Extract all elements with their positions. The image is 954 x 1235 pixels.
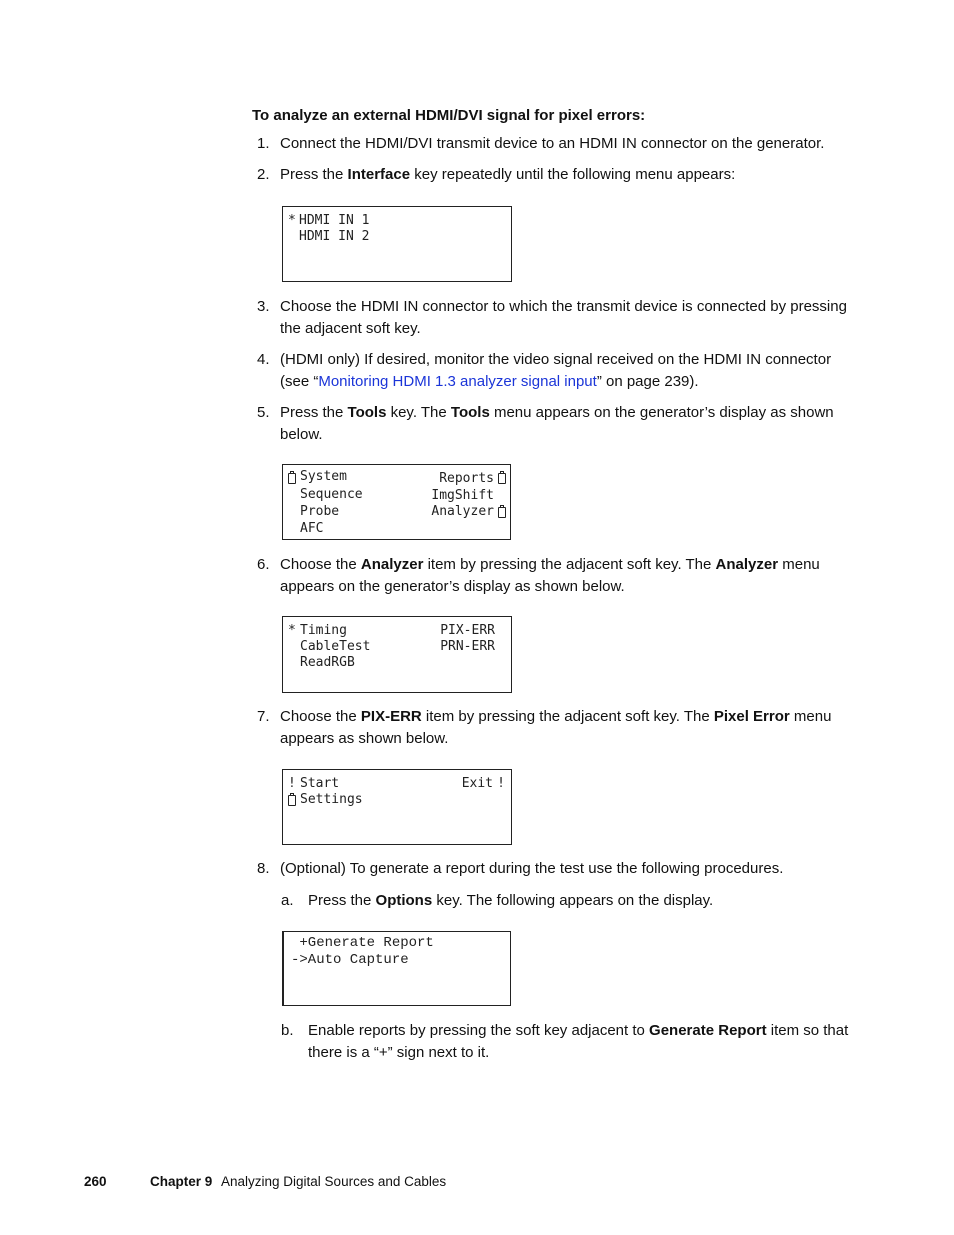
menu-item-generate-report: +Generate Report — [291, 935, 434, 951]
menu-item-prn-err: PRN-ERR — [440, 639, 495, 654]
submenu-icon — [498, 473, 506, 484]
substep-letter: b. — [281, 1022, 294, 1039]
menu-item-hdmi-in-1: HDMI IN 1 — [299, 213, 370, 228]
menu-item-imgshift: ImgShift — [431, 488, 494, 503]
step-text: Choose the PIX-ERR item by pressing the adjacent soft key. The Pixel Error menu appears as shown below. — [280, 708, 832, 747]
menu-item-start: Start — [300, 776, 340, 791]
action-marker: ! — [497, 776, 505, 791]
submenu-icon — [288, 473, 296, 484]
step-number: 8. — [257, 860, 270, 877]
menu-item-system: System — [300, 469, 347, 484]
menu-item-analyzer: Analyzer — [431, 504, 494, 519]
step-number: 7. — [257, 708, 270, 725]
selection-marker: * — [288, 623, 296, 638]
action-marker: ! — [288, 776, 296, 791]
menu-item-exit: Exit — [461, 776, 493, 791]
menu-item-pix-err: PIX-ERR — [440, 623, 495, 638]
menu-item-reports: Reports — [439, 471, 494, 486]
step-number: 4. — [257, 351, 270, 368]
step-number: 6. — [257, 556, 270, 573]
step-number: 5. — [257, 404, 270, 421]
procedure-heading: To analyze an external HDMI/DVI signal for pixel errors: — [252, 107, 646, 124]
page-number: 260 — [84, 1174, 107, 1189]
cross-reference-link[interactable]: Monitoring HDMI 1.3 analyzer signal input — [318, 373, 597, 390]
chapter-title: Analyzing Digital Sources and Cables — [221, 1174, 447, 1189]
menu-item-hdmi-in-2: HDMI IN 2 — [299, 229, 370, 244]
step-text: Press the Tools key. The Tools menu appears on the generator’s display as shown below. — [280, 404, 834, 443]
menu-item-probe: Probe — [300, 504, 340, 519]
interface-menu-display — [282, 206, 512, 282]
submenu-icon — [288, 795, 296, 806]
substep-text: Press the Options key. The following appears on the display. — [308, 892, 714, 909]
menu-item-auto-capture: ->Auto Capture — [291, 952, 409, 968]
tools-menu-display — [282, 464, 511, 540]
menu-item-sequence: Sequence — [300, 487, 363, 502]
step-number: 1. — [257, 135, 270, 152]
menu-item-afc: AFC — [300, 521, 324, 536]
step-text: Choose the HDMI IN connector to which the transmit device is connected by pressing the adjacent soft key. — [280, 298, 847, 337]
analyzer-menu-display — [282, 616, 512, 693]
step-number: 3. — [257, 298, 270, 315]
selection-marker: * — [288, 213, 296, 228]
menu-item-settings: Settings — [300, 792, 363, 807]
menu-item-cabletest: CableTest — [300, 639, 371, 654]
step-text: (Optional) To generate a report during the test use the following procedures. — [280, 860, 784, 877]
substep-letter: a. — [281, 892, 294, 909]
menu-item-timing: Timing — [300, 623, 347, 638]
substep-text: Enable reports by pressing the soft key adjacent to Generate Report item so that there is a “+” sign next to it. — [308, 1022, 849, 1061]
step-text: Choose the Analyzer item by pressing the adjacent soft key. The Analyzer menu appears on the generator’s display as shown below. — [280, 556, 820, 595]
submenu-icon — [498, 507, 506, 518]
options-menu-display — [282, 931, 511, 1006]
pixel-error-menu-display — [282, 769, 512, 845]
chapter-label: Chapter 9 — [150, 1174, 213, 1189]
step-number: 2. — [257, 166, 270, 183]
step-text: Press the Interface key repeatedly until the following menu appears: — [280, 166, 736, 183]
step-text: (HDMI only) If desired, monitor the video signal received on the HDMI IN connector (see “Monitoring HDMI 1.3 analyzer signal input” on page 239). — [280, 351, 832, 390]
step-text: Connect the HDMI/DVI transmit device to an HDMI IN connector on the generator. — [280, 135, 825, 152]
menu-item-readrgb: ReadRGB — [300, 655, 355, 670]
